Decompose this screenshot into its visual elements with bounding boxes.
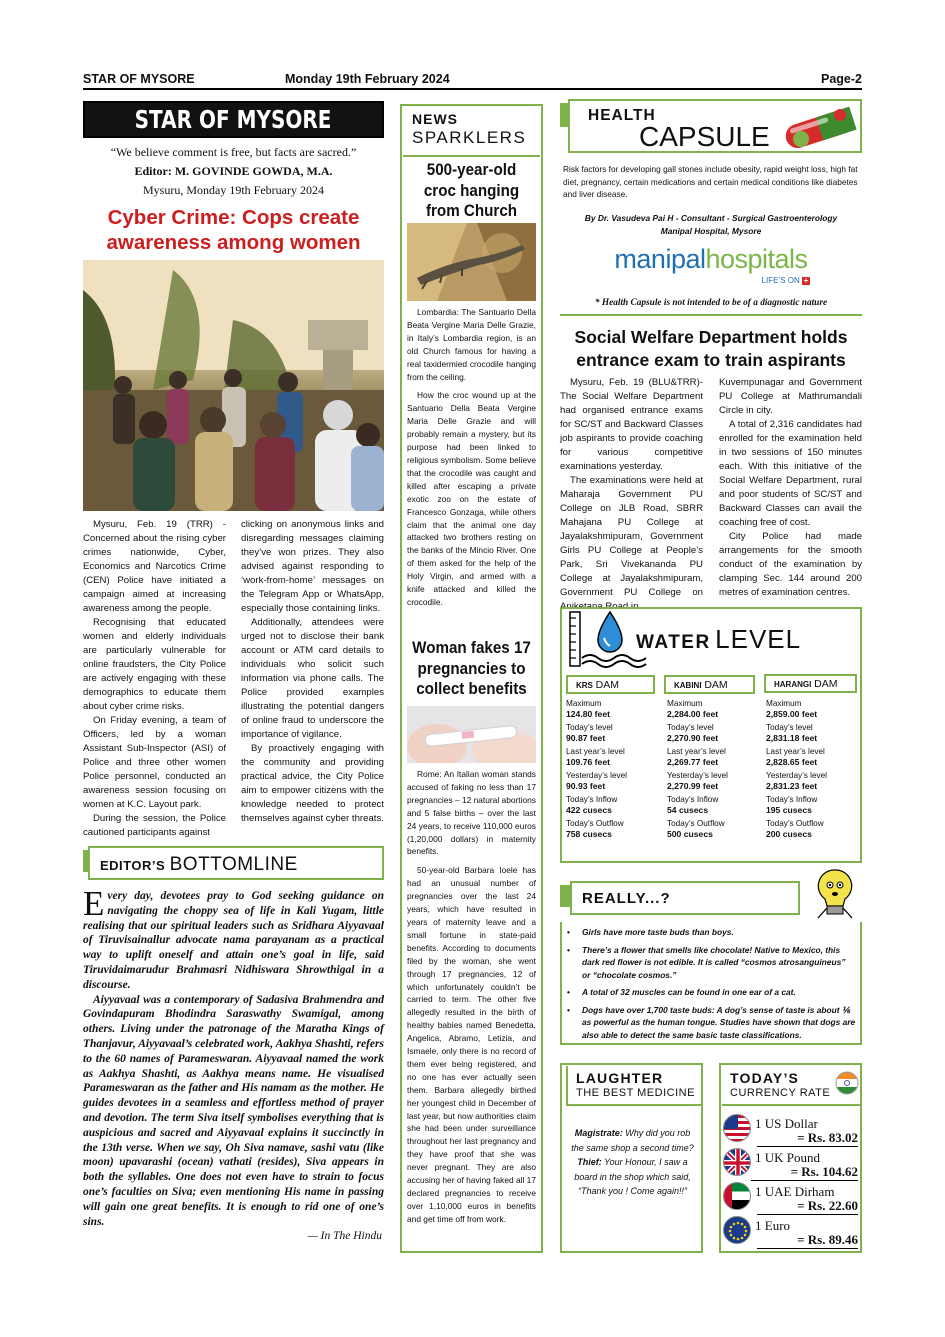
woman-paragraph: 50-year-old Barbara Ioele has had an unusual number of pregnancies over the last 24 years, which have resulted in years of maternity leave and a small fortune in state-paid benefits. According to documents filed by the woman, she went through 17 pregnancies, 12 of which unfortunately couldn’t be carried to term. The other five allegedly resulted in the birth of healthy babies named Benedetta, Angelica, Abramo, Letizia, and Ismaele, only there is no record of them ever being registered, and no one has ever actually seen them. Barbara allegedly birthed her youngest child in December of last year, but now authorities claim she had been under surveillance throughout her last pregnancy and they have proof that she was never pregnant. They are also accusing her of having faked all 17 declared pregnancies to receive over 1,10,000 euros in benefits and get time off from work. [407,865,536,1224]
manipal-logo-a: manipal [614,244,706,274]
dam-name: HARANGI [774,680,812,689]
dam-row-label: Last year’s level [566,747,625,756]
dam-row-label: Maximum [566,699,602,708]
cyber-headline: Cyber Crime: Cops create awareness among women [106,206,361,254]
rate-value: = Rs. 89.46 [757,1232,858,1249]
header-paper-name: STAR OF MYSORE [83,72,195,86]
laughter-joke [570,1126,695,1199]
health-byline-1: By Dr. Vasudeva Pai H - Consultant - Surgical Gastroenterology [584,213,838,223]
rate-row-usd [719,1114,862,1148]
dam-name: KRS [576,681,593,690]
dam-row-value: 2,284.00 feet [667,709,719,719]
cyber-paragraph: By proactively engaging with the community and providing practical advice, the City Police aim to empower citizens with the knowledge needed to protect themselves against cyber threats. [241,743,384,824]
dam-row-value: 2,270.99 feet [667,781,719,791]
water-label [636,624,801,655]
health-byline-2: Manipal Hospital, Mysore [660,225,762,236]
welfare-paragraph: City Police had made arrangements for the smooth conduct of the examination by clamping Sec. 144 around 200 metres of examination centres. [719,531,862,598]
cyber-paragraph: Additionally, attendees were urged not to disclose their bank account or ATM card details to individuals who solicit such information via phone calls. The Police provided examples illustrating the potential dangers of online fraud to underscore the importance of vigilance. [241,617,384,740]
dam-row-value: 2,270.90 feet [667,733,719,743]
welfare-headline: Social Welfare Department holds entrance exam to train aspirants [574,327,848,370]
rate-row-gbp [719,1148,862,1182]
rate-name: 1 UK Pound [755,1150,821,1165]
us-flag-icon [723,1114,751,1142]
rate-name: 1 Euro [755,1218,791,1233]
india-flag-icon [835,1071,859,1095]
cyber-column-1 [83,518,226,840]
rate-row-eur [719,1216,862,1250]
manipal-logo [560,244,862,289]
header-date: Monday 19th February 2024 [285,72,450,86]
manipal-logo-b: hospitals [705,244,808,274]
uk-flag-icon [723,1148,751,1176]
laughter-label-2: THE BEST MEDICINE [576,1087,695,1099]
woman-photo [407,706,536,763]
cyber-paragraph: On Friday evening, a team of Officers, led by a woman Assistant Sub-Inspector (ASI) of Police and three other women Police personnel, conducted an awareness session focusing on women at K.C. Layout park. [83,715,226,810]
lightbulb-icon [812,868,858,920]
dam-row-value: 54 cusecs [667,805,709,815]
dam-row-value: 195 cusecs [766,805,812,815]
croc-photo-illustration [407,223,536,301]
joke-answer-speaker: Thief: [577,1157,602,1168]
joke-question-text: Why did you rob the same shop a second time? [571,1128,694,1153]
dam-name: KABINI [674,681,702,690]
dam-row-value: 758 cusecs [566,829,612,839]
dam-data-harangi [766,699,858,843]
dam-row-label: Yesterday’s level [766,771,827,780]
croc-text [407,306,536,609]
editors-paragraph-1 [83,884,384,993]
editors-label-bold: EDITOR’S [100,858,166,873]
joke-question [570,1126,695,1155]
editors-paragraph-1-text: very day, devotees pray to God seeking guidance on navigating the choppy sea of life in Kali Yugam, little realising that our spiritual leaders such as Sridhara Aiyyavaal of Tiruvisainallur advocate nama parayanam as a practical way to uplift oneself and attain one’s goal in life, said Tiruvidaimarudur Brahmasri Nidhiswara Shrowthigal in a discourse. [83,890,384,991]
cyber-paragraph: Mysuru, Feb. 19 (TRR) - Concerned about the rising cyber crimes nationwide, Cyber, Economics and Narcotics Crime (CEN) Police have initiated a campaign aimed at increasing awareness among the people. [83,519,226,614]
rate-row-aed [719,1182,862,1216]
really-box [560,922,862,1045]
health-byline [560,212,862,237]
really-label: REALLY...? [582,890,671,907]
dam-row-label: Today’s Inflow [566,795,618,804]
currency-label-box [722,1066,862,1106]
editors-label-box [88,846,384,880]
cyber-paragraph: Recognising that educated women and elderly individuals are particularly vulnerable for online fraudsters, the City Police are actively engaging with these demographics to educate them about cyber crime risks. [83,617,226,712]
dam-row-label: Today’s Outflow [766,819,824,828]
cyber-photo-illustration [83,260,384,511]
croc-paragraph: How the croc wound up at the Santuario Della Beata Vergine Maria Delle Grazie and will probably remain a mystery, but its purpose had been linked to religious symbolism. Some believe that the crocodile was caught and killed after escaping a private exotic zoo on the estate of Francesco Gonzaga, while others claim that the animal one day attacked two brothers resting on the banks of the Mincio River. One of them asked for the help of the Holy Virgin, and armed with a knife attacked and killed the crocodile. [407,390,536,607]
dam-row-value: 2,831.23 feet [766,781,818,791]
news-label-1: NEWS [412,111,458,127]
news-label-2: SPARKLERS [412,128,527,147]
uae-flag-icon [723,1182,751,1210]
dam-row-value: 2,831.18 feet [766,733,818,743]
welfare-paragraph: The examinations were held at Maharaja Government PU College on JLB Road, SBRR Mahajana PU College at Jayalakshmipuram, Government Girls PU College at People’s Park, Sri Vivekananda PU College at Jayalakshmipuram, Government PU College on Aniketana Road in [560,475,703,612]
rate-value: = Rs. 104.62 [751,1164,858,1181]
croc-photo [407,223,536,301]
header-page-number: Page-2 [821,72,862,86]
dam-row-label: Last year’s level [766,747,825,756]
dam-row-value: 2,859.00 feet [766,709,818,719]
health-label-box [568,99,862,153]
rate-value: = Rs. 83.02 [757,1130,858,1147]
dam-suffix: DAM [704,679,728,691]
editors-dropcap: E [83,884,105,923]
dam-row-label: Today’s Outflow [667,819,725,828]
dam-row-label: Today’s level [566,723,613,732]
cyber-column-2 [241,518,384,826]
plus-icon: + [803,276,809,285]
dam-row-value: 2,828.65 feet [766,757,818,767]
masthead-info [83,143,384,200]
welfare-paragraph: Mysuru, Feb. 19 (BLU&TRR)- The Social Welfare Department had organised entrance exams for SC/ST and Backward Classes job aspirants to provide coaching for various competitive examinations yesterday. [560,377,703,472]
masthead-dateline: Mysuru, Monday 19th February 2024 [143,183,324,197]
list-item: • Girls have more taste buds than boys. [562,926,856,939]
dam-row-label: Yesterday’s level [667,771,728,780]
list-item: • Dogs have over 1,700 taste buds: A dog’s sense of taste is about ⅙ as powerful as the human tongue. Studies have shown that dogs are also able to detect the same basic taste classifications. [562,1004,856,1042]
dam-row-label: Today’s Inflow [766,795,818,804]
dam-row-label: Today’s level [766,723,813,732]
dam-row-label: Today’s Outflow [566,819,624,828]
dam-header-krs [566,675,655,694]
woman-paragraph: Rome: An Italian woman stands accused of faking no less than 17 pregnancies – 12 natural abortions and 5 false births – over the last 24 years, to receive 110,000 euros (1,20,000 dollars) in maternity benefits. [407,769,536,857]
croc-headline: 500-year-old croc hanging from Church [423,161,520,220]
dam-row-value: 2,269.77 feet [667,757,719,767]
editors-text [83,884,384,1244]
dam-row-value: 124.80 feet [566,709,610,719]
eu-flag-icon [723,1216,751,1244]
cyber-paragraph: During the session, the Police cautioned participants against [83,813,226,838]
water-label-2: LEVEL [715,624,802,654]
dam-row-value: 90.87 feet [566,733,606,743]
dam-row-value: 90.93 feet [566,781,606,791]
currency-rates [719,1114,862,1250]
dam-row-value: 422 cusecs [566,805,612,815]
cyber-photo [83,260,384,511]
dam-row-label: Maximum [766,699,802,708]
health-label-2: CAPSULE [639,121,770,152]
dam-row-label: Maximum [667,699,703,708]
cyber-paragraph: clicking on anonymous links and disregarding messages claiming they’ve won prizes. They also advised against responding to ‘work-from-home’ messages on the Telegram App or WhatsApp, especially those containing links. [241,519,384,614]
health-disclaimer: * Health Capsule is not intended to be of a diagnostic nature [594,298,828,308]
laughter-label-box [566,1066,703,1106]
manipal-tagline: LIFE’S ON [761,276,800,285]
news-label-box [403,107,540,157]
list-item: • A total of 32 muscles can be found in one ear of a cat. [562,986,856,999]
editors-label-light: BOTTOMLINE [169,854,298,875]
laughter-label-1: LAUGHTER [576,1070,664,1086]
currency-label-2: CURRENCY RATE [730,1087,831,1099]
currency-label-1: TODAY’S [730,1070,800,1086]
health-label-1: HEALTH [588,107,656,124]
really-facts [562,926,856,1041]
croc-paragraph: Lombardia: The Santuario Della Beata Vergine Maria Delle Grazie, in Italy’s Lombardia region, is an old Church famous for having a real taxidermied crocodile hanging from the ceiling. [407,307,536,382]
health-divider [560,314,862,316]
joke-question-speaker: Magistrate: [574,1128,623,1138]
page-header [83,72,862,90]
dam-suffix: DAM [814,678,838,690]
rate-name: 1 US Dollar [755,1116,818,1131]
joke-answer [570,1155,695,1199]
list-item: • There’s a flower that smells like chocolate! Native to Mexico, this dark red flower is not edible. It is called “cosmos atrosanguineus” or “chocolate cosmos.” [562,944,856,982]
editors-paragraph-2: Aiyyavaal was a contemporary of Sadasiva Brahmendra and Govindapuram Bhodindra Saraswathy Swamigal, among others. Living under the patronage of the Maratha Kings of Thanjavur, Aiyyavaal’s celebrated work, Aakhya Shashti, refers to the 60 names of Parameswaran. Aiyyavaal named the work as Aakhya Shashti, as Aakhya means name. He visualised Parameswaran as the father and His namam as the mother. He guides devotees in a seamless and effortless method of prayer and devotion. The term Siva itself symbolises everything that is auspicious and sacred and Aiyyavaal explains it succinctly in the 13th verse. When we say, Oh Siva namave, sashi vatu (like moon) upavarashi (ocean) vathati (resides), Siva appears in both the syllables. One does not even have to strain to focus one’s faculties on Siva; even mentioning His name in passing will gain one great benefits. It is enough to rid one of one’s sins. [83,993,384,1228]
masthead-motto: “We believe comment is free, but facts are sacred.” [110,145,357,159]
masthead-banner [83,101,384,138]
welfare-column-1 [560,376,703,614]
dam-row-label: Today’s level [667,723,714,732]
dam-header-kabini [664,675,755,694]
welfare-column-2 [719,376,862,600]
dam-row-value: 109.76 feet [566,757,610,767]
masthead-editor: Editor: M. GOVINDE GOWDA, M.A. [134,164,333,178]
dam-row-value: 500 cusecs [667,829,713,839]
woman-text [407,768,536,1226]
dam-header-harangi [764,674,857,693]
capsule-icon [776,103,862,151]
dam-suffix: DAM [595,679,620,691]
pregnancy-test-illustration [407,706,536,763]
woman-headline: Woman fakes 17 pregnancies to collect benefits [412,639,531,698]
dam-data-krs [566,699,658,843]
rate-value: = Rs. 22.60 [757,1198,858,1215]
editors-credit: — In The Hindu [307,1230,382,1243]
really-label-box [570,881,800,915]
dam-row-label: Last year’s level [667,747,726,756]
dam-row-label: Today’s Inflow [667,795,719,804]
water-label-1: WATER [636,632,711,653]
joke-answer-text: Your Honour, I saw a board in the shop which said, “Thank you ! Come again!!” [574,1157,691,1197]
welfare-paragraph: Kuvempunagar and Government PU College at Mathrumandali Circle in city. [719,377,862,416]
masthead-title: STAR OF MYSORE [135,105,332,134]
dam-data-kabini [667,699,759,843]
rate-name: 1 UAE Dirham [755,1184,835,1199]
health-text: Risk factors for developing gall stones include obesity, rapid weight loss, high fat diet, pregnancy, certain medications and certain medical conditions like diabetes and liver disease. [563,164,858,199]
dam-row-label: Yesterday’s level [566,771,627,780]
dam-row-value: 200 cusecs [766,829,812,839]
welfare-paragraph: A total of 2,316 candidates had enrolled for the examination held in two sessions of 150 minutes each. With this initiative of the Social Welfare Department, rural and poor students of SC/ST and Backward Classes can avail the coaching free of cost. [719,419,862,528]
